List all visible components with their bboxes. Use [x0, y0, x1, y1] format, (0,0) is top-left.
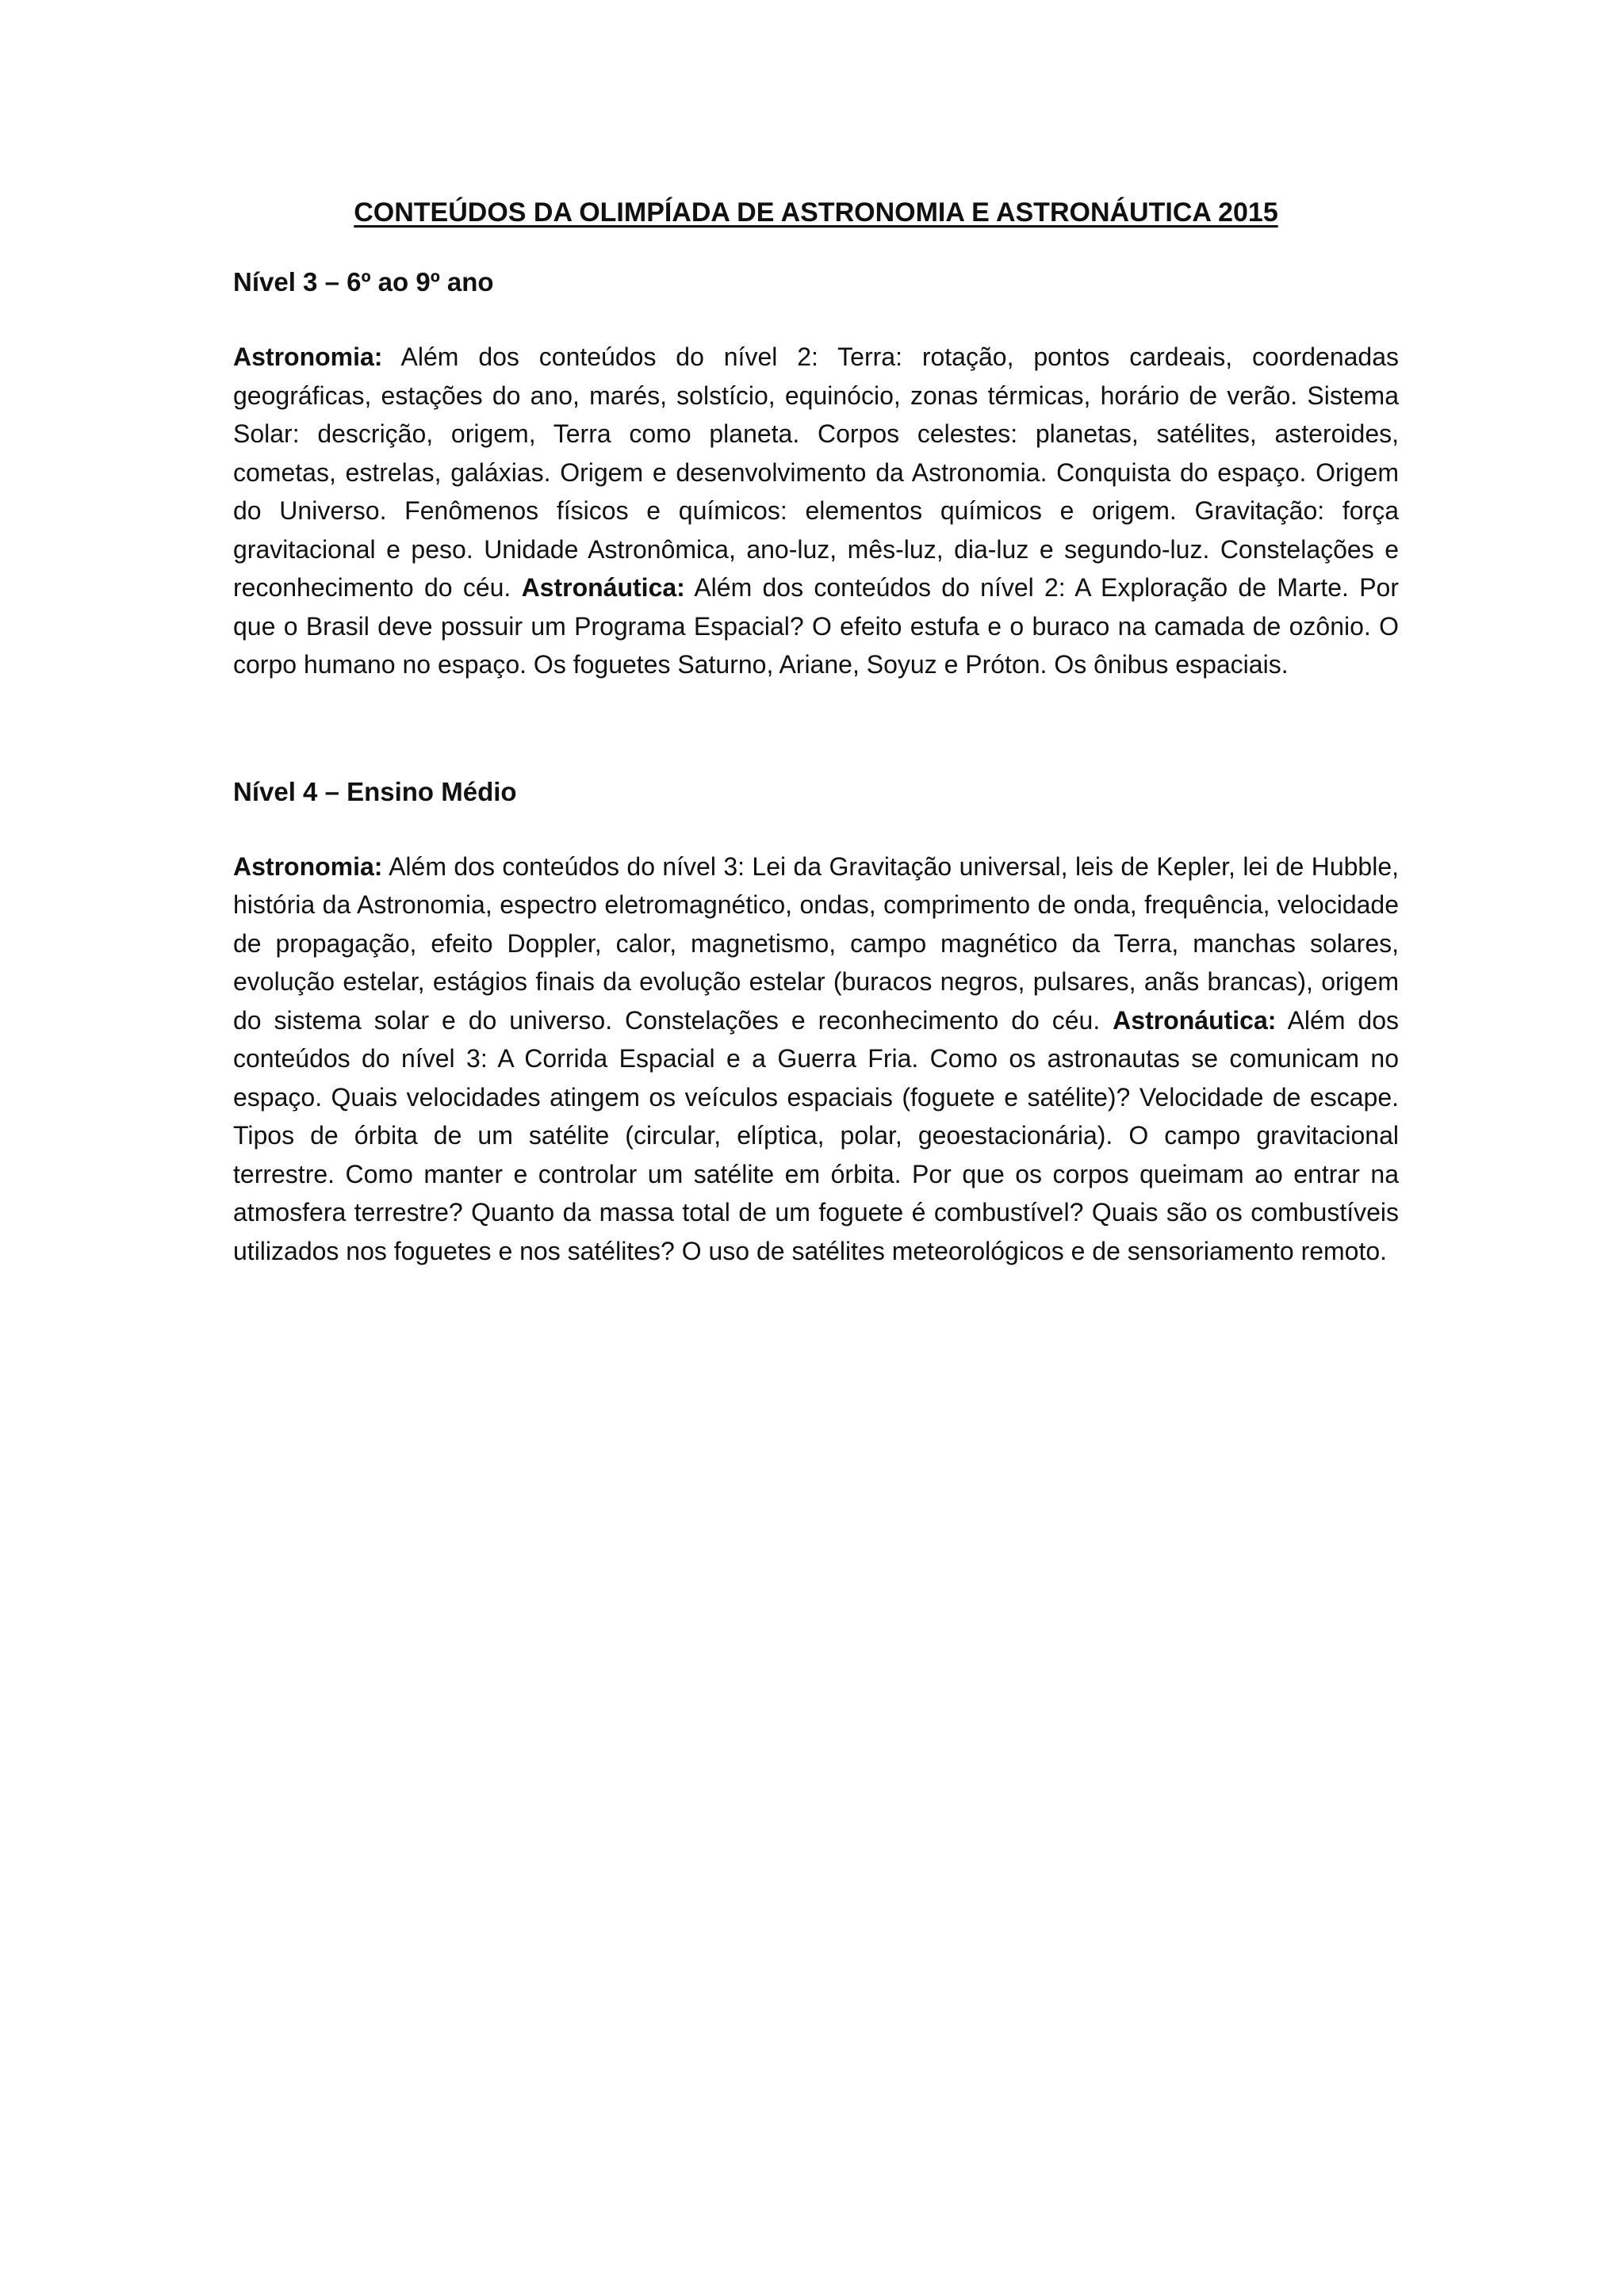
document-title: CONTEÚDOS DA OLIMPÍADA DE ASTRONOMIA E ASTRONÁUTICA 2015 [354, 197, 1278, 228]
level-4-astronomy-label: Astronomia: [233, 851, 383, 881]
level-3-astronautics-text: Além dos conteúdos do nível 2: A Exploração de Marte. Por que o Brasil deve possuir um Programa Espacial? O efeito estufa e o buraco na camada de ozônio. O corpo humano no espaço. Os foguetes Saturno, Ariane, Soyuz e Próton. Os ônibus espaciais. [233, 573, 1399, 679]
level-4-content [233, 848, 1399, 1271]
level-3-astronautics-label: Astronáutica: [521, 573, 685, 602]
level-3-content [233, 338, 1399, 684]
level-4-astronomy-text: Além dos conteúdos do nível 3: Lei da Gravitação universal, leis de Kepler, lei de Hubble, história da Astronomia, espectro eletromagnético, ondas, comprimento de onda, frequência, velocidade de propagação, efeito Doppler, calor, magnetismo, campo magnético da Terra, manchas solares, evolução estelar, estágios finais da evolução estelar (buracos negros, pulsares, anãs brancas), origem do sistema solar e do universo. Constelações e reconhecimento do céu. [233, 851, 1399, 1035]
document-content [233, 192, 1399, 1270]
level-4-astronautics-label: Astronáutica: [1113, 1005, 1277, 1035]
level-3-astronomy-text: Além dos conteúdos do nível 2: Terra: rotação, pontos cardeais, coordenadas geográficas, estações do ano, marés, solstício, equinócio, zonas térmicas, horário de verão. Sistema Solar: descrição, origem, Terra como planeta. Corpos celestes: planetas, satélites, asteroides, cometas, estrelas, galáxias. Origem e desenvolvimento da Astronomia. Conquista do espaço. Origem do Universo. Fenômenos físicos e químicos: elementos químicos e origem. Gravitação: força gravitacional e peso. Unidade Astronômica, ano-luz, mês-luz, dia-luz e segundo-luz. Constelações e reconhecimento do céu. [233, 342, 1399, 602]
level-4-heading: Nível 4 – Ensino Médio [233, 776, 517, 806]
level-3-astronomy-label: Astronomia: [233, 342, 383, 371]
level-3-heading: Nível 3 – 6º ao 9º ano [233, 267, 494, 297]
level-4-astronautics-text: Além dos conteúdos do nível 3: A Corrida Espacial e a Guerra Fria. Como os astronautas se comunicam no espaço. Quais velocidades atingem os veículos espaciais (foguete e satélite)? Velocidade de escape. Tipos de órbita de um satélite (circular, elíptica, polar, geoestacionária). O campo gravitacional terrestre. Como manter e controlar um satélite em órbita. Por que os corpos queimam ao entrar na atmosfera terrestre? Quanto da massa total de um foguete é combustível? Quais são os combustíveis utilizados nos foguetes e nos satélites? O uso de satélites meteorológicos e de sensoriamento remoto. [233, 1005, 1400, 1265]
